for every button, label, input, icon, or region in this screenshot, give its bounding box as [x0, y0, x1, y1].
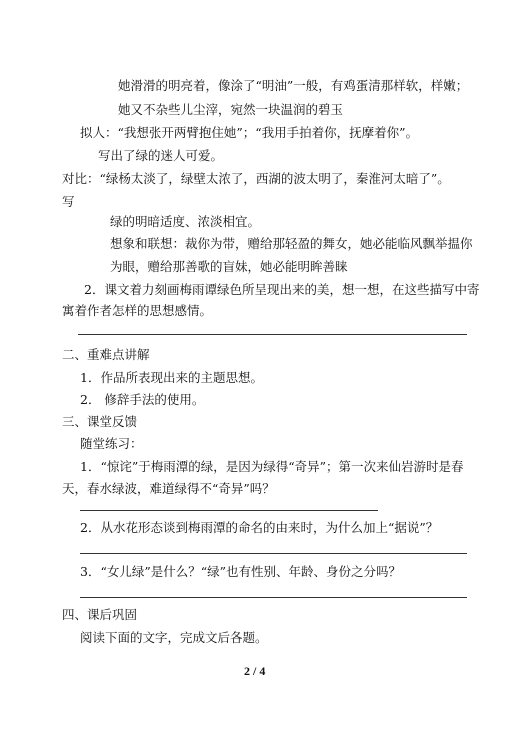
text-line: 寓着作者怎样的思想感情。 [62, 303, 213, 318]
list-item: 2． 修辞手法的使用。 [80, 392, 205, 407]
question-2: 2．课文着力刻画梅雨谭绿色所呈现出来的美，想一想，在这些描写中寄 [84, 282, 480, 297]
text-line: 写 [62, 194, 75, 209]
answer-line[interactable] [80, 510, 378, 511]
answer-line[interactable] [80, 553, 467, 554]
text-line: 天，春水绿波，难道绿得不“奇异”吗？ [62, 481, 275, 496]
exercise-3: 3．“女儿绿”是什么？“绿”也有性别、年龄、身份之分吗？ [80, 564, 402, 579]
text-line: 绿的明暗适度、浓淡相宜。 [110, 214, 261, 229]
text-line: 写出了绿的迷人可爱。 [98, 148, 224, 163]
text-line: 拟人：“我想张开两臂抱住她”；“我用手拍着你，抚摩着你”。 [80, 125, 419, 140]
answer-line[interactable] [80, 597, 467, 598]
text-line: 她又不杂些儿尘滓，宛然一块温润的碧玉 [118, 102, 344, 117]
exercise-2: 2．从水花形态谈到梅雨潭的命名的由来时，为什么加上“据说”？ [80, 520, 439, 535]
text-line: 为眼，赠给那善歌的盲妹，她必能明眸善睐 [110, 259, 348, 274]
section-heading: 四、课后巩固 [62, 607, 138, 622]
text-line: 随堂练习： [80, 436, 143, 451]
text-line: 阅读下面的文字，完成文后各题。 [80, 630, 268, 645]
exercise-1: 1．“惊诧”于梅雨潭的绿，是因为绿得“奇异”；第一次来仙岩游时是春 [80, 459, 464, 474]
text-line: 对比：“绿杨太淡了，绿壁太浓了，西湖的波太明了，秦淮河太暗了”。 [62, 171, 450, 186]
answer-line[interactable] [78, 334, 467, 335]
text-line: 想象和联想：裁你为带，赠给那轻盈的舞女，她必能临风飘举揾你 [110, 236, 473, 251]
section-heading: 三、课堂反馈 [62, 414, 138, 429]
page-number: 2 / 4 [244, 664, 266, 678]
section-heading: 二、重难点讲解 [62, 347, 150, 362]
text-line: 她滑滑的明亮着，像涂了“明油”一般，有鸡蛋清那样软，样嫩； [118, 78, 469, 93]
list-item: 1．作品所表现出来的主题思想。 [80, 370, 263, 385]
